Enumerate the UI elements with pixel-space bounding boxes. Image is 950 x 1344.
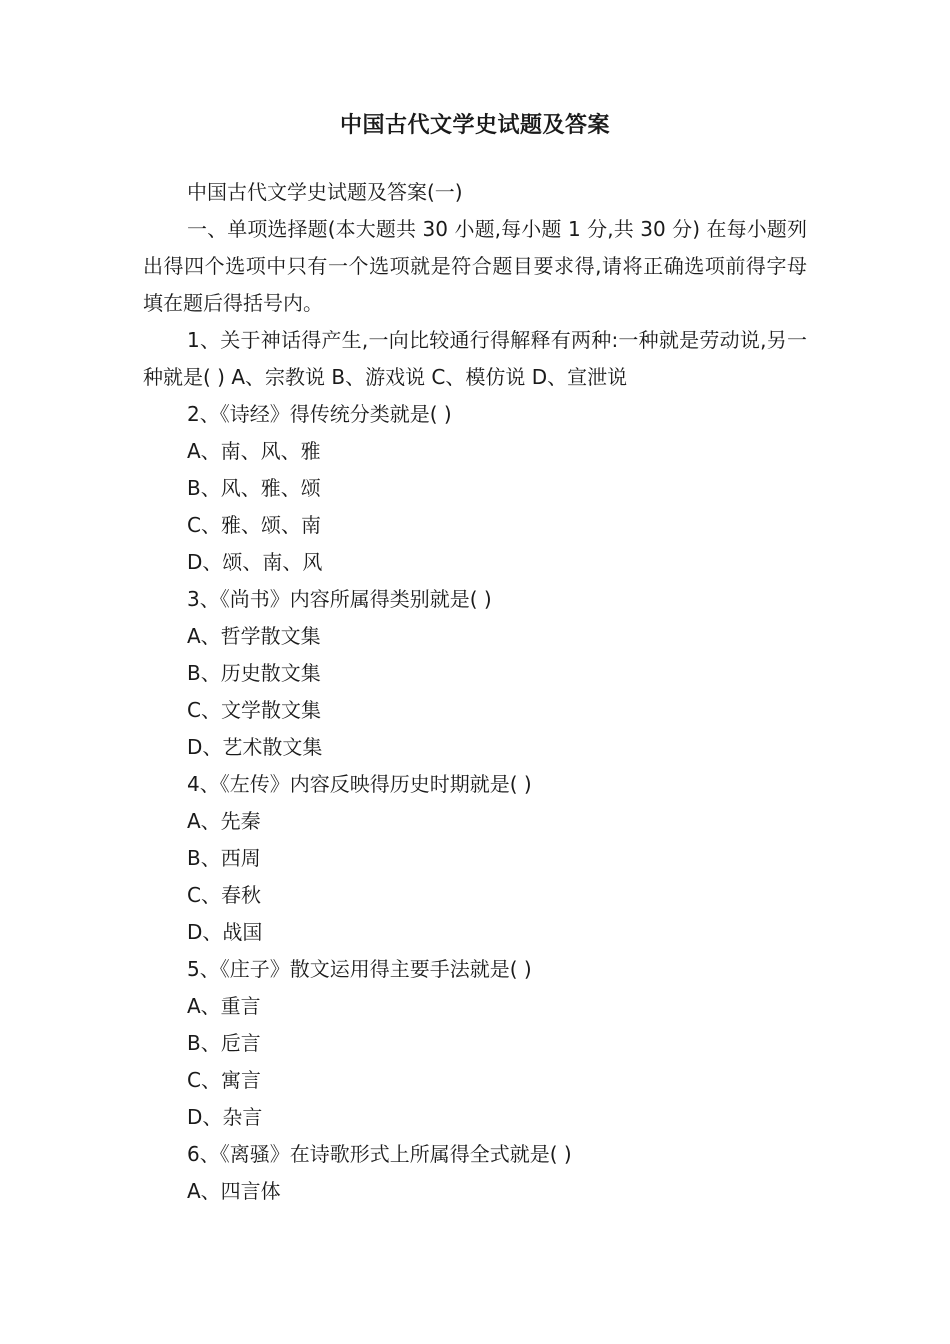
- question-3: 3、《尚书》内容所属得类别就是( ): [187, 587, 492, 611]
- question-4: 4、《左传》内容反映得历史时期就是( ): [187, 772, 532, 796]
- question-6-option-a: A、四言体: [187, 1179, 281, 1203]
- question-3-option-d: D、艺术散文集: [187, 735, 323, 759]
- question-4-option-b: B、西周: [187, 846, 261, 870]
- section-instructions: 一、单项选择题(本大题共 30 小题,每小题 1 分,共 30 分) 在每小题列出得四个选项中只有一个选项就是符合题目要求得,请将正确选项前得字母填在题后得括号内。: [143, 217, 807, 315]
- question-4-option-d: D、战国: [187, 920, 263, 944]
- question-6: 6、《离骚》在诗歌形式上所属得全式就是( ): [187, 1142, 572, 1166]
- question-2-option-b: B、风、雅、颂: [187, 476, 321, 500]
- question-4-option-a: A、先秦: [187, 809, 261, 833]
- question-4-option-c: C、春秋: [187, 883, 261, 907]
- question-1: 1、关于神话得产生,一向比较通行得解释有两种:一种就是劳动说,另一种就是( ) A、宗教说 B、游戏说 C、模仿说 D、宣泄说: [143, 328, 807, 389]
- question-3-option-c: C、文学散文集: [187, 698, 321, 722]
- document-title: 中国古代文学史试题及答案: [339, 113, 610, 138]
- question-3-option-b: B、历史散文集: [187, 661, 321, 685]
- subtitle: 中国古代文学史试题及答案(一): [187, 180, 463, 204]
- question-2-option-a: A、南、风、雅: [187, 439, 321, 463]
- question-5-option-a: A、重言: [187, 994, 261, 1018]
- question-2: 2、《诗经》得传统分类就是( ): [187, 402, 452, 426]
- question-5-option-c: C、寓言: [187, 1068, 261, 1092]
- question-2-option-d: D、颂、南、风: [187, 550, 323, 574]
- question-5-option-d: D、杂言: [187, 1105, 263, 1129]
- document-body: [143, 174, 807, 1210]
- question-2-option-c: C、雅、颂、南: [187, 513, 321, 537]
- question-3-option-a: A、哲学散文集: [187, 624, 321, 648]
- question-5: 5、《庄子》散文运用得主要手法就是( ): [187, 957, 532, 981]
- question-5-option-b: B、卮言: [187, 1031, 261, 1055]
